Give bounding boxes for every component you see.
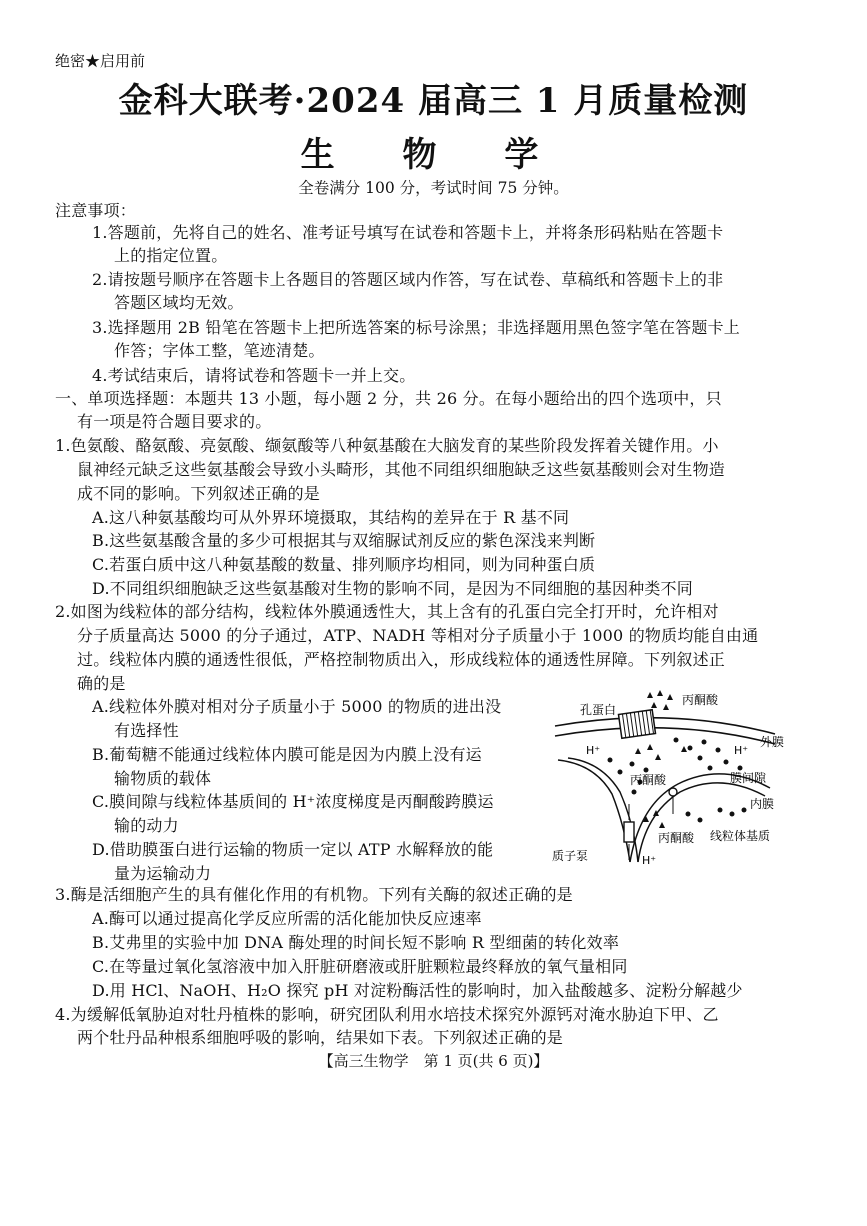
question-stem: 确的是 (77, 674, 126, 693)
option-a: A.这八种氨基酸均可从外界环境摄取，其结构的差异在于 R 基不同 (92, 508, 570, 527)
question-stem: 成不同的影响。下列叙述正确的是 (77, 484, 321, 503)
option-c: C.膜间隙与线粒体基质间的 H⁺浓度梯度是丙酮酸跨膜运 (92, 792, 494, 811)
label-pyruvate-top: 丙酮酸 (682, 693, 719, 707)
note-line: 2.请按题号顺序在答题卡上各题目的答题区域内作答，写在试卷、草稿纸和答题卡上的非 (92, 270, 724, 289)
question-stem: 1.色氨酸、酪氨酸、亮氨酸、缬氨酸等八种氨基酸在大脑发育的某些阶段发挥着关键作用。小 (55, 436, 719, 455)
option-d: D.不同组织细胞缺乏这些氨基酸对生物的影响不同，是因为不同细胞的基因种类不同 (92, 579, 693, 598)
option-c-cont: 输的动力 (114, 816, 179, 835)
top-secret-label: 绝密★启用前 (55, 52, 146, 70)
option-a: A.酶可以通过提高化学反应所需的活化能加快反应速率 (92, 909, 482, 928)
label-h-right: H⁺ (734, 744, 749, 757)
notes-heading: 注意事项： (55, 201, 137, 220)
label-intermembrane: 膜间隙 (730, 771, 767, 785)
inner-membrane-line (558, 760, 630, 862)
option-d-cont: 量为运输动力 (114, 864, 212, 883)
question-stem: 4.为缓解低氧胁迫对牡丹植株的影响，研究团队利用水培技术探究外源钙对淹水胁迫下甲、乙 (55, 1005, 719, 1024)
note-line: 3.选择题用 2B 铅笔在答题卡上把所选答案的标号涂黑；非选择题用黑色签字笔在答题卡上 (92, 318, 740, 337)
note-line: 作答；字体工整，笔迹清楚。 (114, 341, 325, 360)
note-line: 4.考试结束后，请将试卷和答题卡一并上交。 (92, 366, 416, 385)
question-stem: 3.酶是活细胞产生的具有催化作用的有机物。下列有关酶的叙述正确的是 (55, 885, 573, 904)
option-b-cont: 输物质的载体 (114, 769, 212, 788)
question-stem: 分子质量高达 5000 的分子通过，ATP、NADH 等相对分子质量小于 1000 的物质均能自由通 (77, 626, 759, 645)
option-b: B.艾弗里的实验中加 DNA 酶处理的时间长短不影响 R 型细菌的转化效率 (92, 933, 620, 952)
question-stem: 两个牡丹品种根系细胞呼吸的影响，结果如下表。下列叙述正确的是 (77, 1028, 564, 1047)
subject-title: 生 物 学 (300, 135, 567, 175)
label-proton-pump: 质子泵 (552, 849, 589, 863)
option-c: C.在等量过氧化氢溶液中加入肝脏研磨液或肝脏颗粒最终释放的氧气量相同 (92, 957, 628, 976)
page-footer: 【高三生物学 第 1 页(共 6 页)】 (318, 1052, 549, 1070)
exam-title: 金科大联考·2024 届高三 1 月质量检测 (118, 81, 749, 121)
label-h-left: H⁺ (586, 744, 601, 757)
note-line: 答题区域均无效。 (114, 293, 244, 312)
mitochondria-diagram (550, 684, 800, 870)
full-score-line: 全卷满分 100 分，考试时间 75 分钟。 (298, 179, 569, 197)
option-c: C.若蛋白质中这八种氨基酸的数量、排列顺序均相同，则为同种蛋白质 (92, 555, 596, 574)
note-line: 1.答题前，先将自己的姓名、准考证号填写在试卷和答题卡上，并将条形码粘贴在答题卡 (92, 223, 724, 242)
label-pyruvate-mid: 丙酮酸 (630, 773, 667, 787)
option-d: D.借助膜蛋白进行运输的物质一定以 ATP 水解释放的能 (92, 840, 494, 859)
label-inner-membrane: 内膜 (750, 797, 775, 811)
option-a-cont: 有选择性 (114, 721, 179, 740)
question-stem: 2.如图为线粒体的部分结构，线粒体外膜通透性大，其上含有的孔蛋白完全打开时，允许相对 (55, 602, 719, 621)
label-matrix: 线粒体基质 (710, 829, 771, 843)
section-heading: 一、单项选择题：本题共 13 小题，每小题 2 分，共 26 分。在每小题给出的四个选项中，只 (55, 389, 722, 408)
label-porin: 孔蛋白 (580, 703, 617, 717)
proton-pump-icon (624, 822, 634, 842)
option-b: B.葡萄糖不能通过线粒体内膜可能是因为内膜上没有运 (92, 745, 482, 764)
transporter-icon (669, 788, 677, 796)
question-stem: 鼠神经元缺乏这些氨基酸会导致小头畸形，其他不同组织细胞缺乏这些氨基酸则会对生物造 (77, 460, 726, 479)
outer-membrane-line (555, 728, 775, 744)
label-pyruvate-bottom: 丙酮酸 (658, 831, 695, 845)
proton-dots (608, 738, 747, 823)
option-b: B.这些氨基酸含量的多少可根据其与双缩脲试剂反应的紫色深浅来判断 (92, 531, 596, 550)
question-stem: 过。线粒体内膜的通透性很低，严格控制物质出入，形成线粒体的通透性屏障。下列叙述正 (77, 650, 726, 669)
label-h-bottom: H⁺ (642, 854, 657, 867)
note-line: 上的指定位置。 (114, 246, 228, 265)
label-outer-membrane: 外膜 (760, 735, 785, 749)
inner-membrane-line (638, 783, 765, 862)
section-heading-cont: 有一项是符合题目要求的。 (77, 412, 272, 431)
option-d: D.用 HCl、NaOH、H₂O 探究 pH 对淀粉酶活性的影响时，加入盐酸越多、淀粉分解越少 (92, 981, 743, 1000)
option-a: A.线粒体外膜对相对分子质量小于 5000 的物质的进出没 (92, 697, 502, 716)
porin-icon (618, 710, 655, 738)
